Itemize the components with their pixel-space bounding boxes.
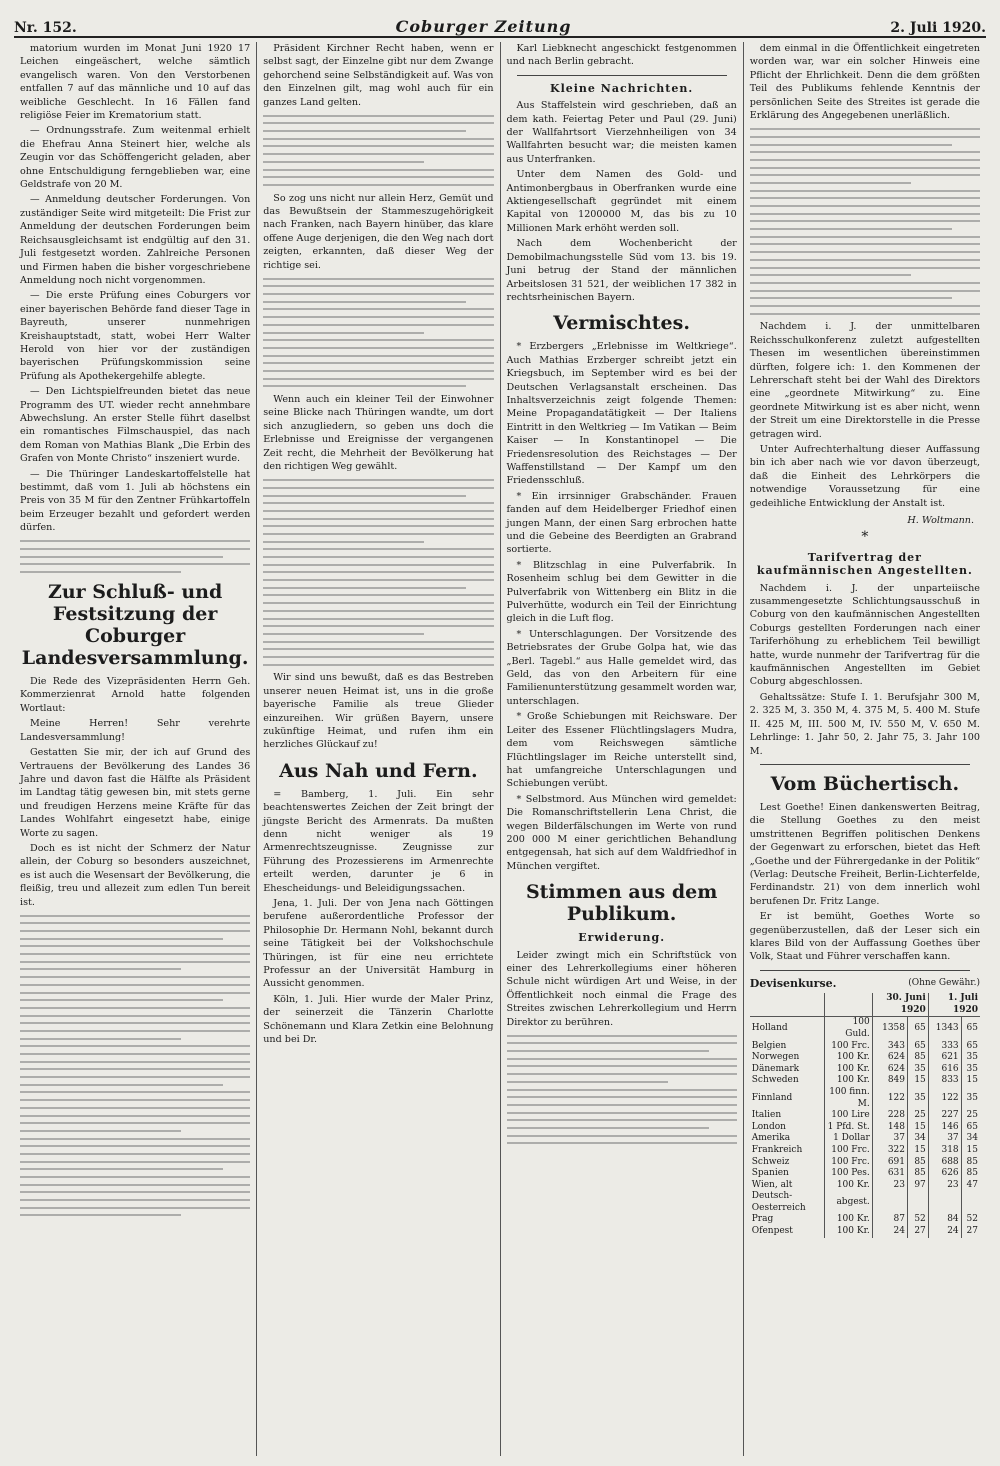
paragraph: Präsident Kirchner Recht haben, wenn er selbst sagt, der Einzelne gibt nur dem Zwange gehorchend seine Selbständigkeit auf. Was von den Einzelnen gilt, mag wohl auch für ein ganzes Land gelten. (263, 43, 494, 108)
paragraph: Meine Herren! Sehr verehrte Landesversammlung! (20, 718, 251, 743)
paragraph: Leider zwingt mich ein Schriftstück von einer des Lehrerkollegiums einer höheren Schule nicht würdigen Art und Weise, in der Öffentlichkeit noch einmal die Frage des Streites zwischen Lehrerkollegium und Herrn Direktor zu berühren. (506, 949, 737, 1028)
paragraph: So zog uns nicht nur allein Herz, Gemüt und das Bewußtsein der Stammeszugehörigkeit nach Franken, nach Bayern hinüber, das klare offene Auge derjenigen, die den Weg nach dort zeigten, erkannten, daß dieser Weg der richtige sei. (263, 192, 494, 271)
table-cell: 85 (961, 1168, 980, 1180)
paragraph: Gehaltssätze: Stufe I. 1. Berufsjahr 300 M, 2. 325 M, 3. 350 M, 4. 375 M, 5. 400 M. Stufe II. 425 M, III. 500 M, IV. 550 M, V. 650 M. Lehrlinge: 1. Jahr 50, 2. Jahr 75, 3. Jahr 100 M. (749, 691, 980, 757)
paragraph: = Bamberg, 1. Juli. Ein sehr beachtenswertes Zeichen der Zeit bringt der jüngste Bericht des Armenrats. Da mußten denn nicht weniger als 19 Armenrechtszeugnisse. Zeugnisse zur Führung des Prozessierens im Armenrechte erteilt werden, darunter je 6 in Ehescheidungs- und Beleidigungssachen. (263, 788, 494, 894)
divider (760, 764, 970, 765)
paragraph: Jena, 1. Juli. Der von Jena nach Göttingen berufene außerordentliche Professor der Philosophie Dr. Hermann Nohl, bekannt durch seine Tätigkeit bei der Volkshochschule Thüringen, ist für eine neu errichtete Professur an der Universität Hamburg in Aussicht genommen. (263, 898, 494, 990)
table-cell: 52 (961, 1214, 980, 1226)
newspaper-title: Coburger Zeitung (395, 17, 572, 36)
table-cell: 15 (961, 1075, 980, 1087)
table-cell: 35 (908, 1064, 929, 1076)
table-cell: 15 (908, 1075, 929, 1087)
table-cell: 25 (961, 1110, 980, 1122)
paragraph: Unter dem Namen des Gold- und Antimonbergbaus in Oberfranken wurde eine Aktiengesellschaft gegründet mit einem Kapital von 1200000 M, das bis zu 10 Millionen Mark erhöht werden soll. (506, 169, 737, 234)
table-cell: 27 (908, 1226, 929, 1238)
table-cell: 122 (872, 1087, 907, 1110)
table-cell: 15 (908, 1145, 929, 1157)
signature: H. Woltmann. (907, 515, 974, 526)
table-cell: 47 (961, 1180, 980, 1192)
paragraph: * Selbstmord. Aus München wird gemeldet: Die Romanschriftstellerin Lena Christ, die wegen Bilderfälschungen im Werte von rund 200 000 M einer gerichtlichen Behandlung entgegensah, hat sich auf dem Waldfriedhof in München vergiftet. (506, 793, 737, 872)
table-cell: 100 Lire (825, 1110, 872, 1122)
table-cell: 23 (872, 1180, 907, 1192)
table-cell: 52 (908, 1214, 929, 1226)
columns (14, 42, 986, 1456)
table-row (750, 1122, 980, 1134)
table-cell: 1343 (928, 1017, 961, 1041)
table-cell: Prag (751, 1214, 774, 1225)
table-cell: 322 (872, 1145, 907, 1157)
table-cell: 100 Frc. (825, 1145, 872, 1157)
table-cell: Wien, alt (751, 1179, 793, 1190)
table-cell: 626 (928, 1168, 961, 1180)
text-filler (263, 278, 493, 388)
paragraph: Wenn auch ein kleiner Teil der Einwohner seine Blicke nach Thüringen wandte, um dort sich anzugliedern, so geben uns doch die Erlebnisse und Ereignisse der vergangenen Zeit recht, die Mehrheit der Bevölkerung hat den richtigen Weg gewählt. (263, 394, 494, 473)
table-cell: 343 (872, 1041, 907, 1053)
table-cell: 25 (908, 1110, 929, 1122)
table-cell (872, 1191, 907, 1214)
table-row (750, 1075, 980, 1087)
text-filler (263, 115, 493, 186)
table-row (750, 1133, 980, 1145)
table-cell: 85 (961, 1157, 980, 1169)
paragraph: * Ein irrsinniger Grabschänder. Frauen fanden auf dem Heidelberger Friedhof einen jungen Mann, der einen Sarg erbrochen hatte und die Gebeine des Beerdigten an Grabrand sortierte. (506, 490, 737, 556)
table-cell: 65 (961, 1017, 980, 1041)
table-cell: 65 (908, 1017, 929, 1041)
table-cell: 100 Kr. (825, 1052, 872, 1064)
paragraph: Lest Goethe! Einen dankenswerten Beitrag, die Stellung Goethes zu den meist umstrittenen Begriffen politischen Denkens der Gegenwart zu erforschen, bietet das Heft „Goethe und der Führergedanke in der Politik“ (Verlag: Deutsche Freiheit, Berlin-Lichterfelde, Ferdinandstr. 21) von dem innerlich wohl berufenen Dr. Fritz Lange. (749, 801, 980, 907)
issue-number: Nr. 152. (14, 20, 77, 36)
column-3 (501, 42, 744, 1456)
paragraph: * Erzbergers „Erlebnisse im Weltkriege“. Auch Mathias Erzberger schreibt jetzt ein Kriegsbuch, im September wird es bei der Deutschen Verlagsanstalt erscheinen. Das Inhaltsverzeichnis zeigt folgende Themen: Meine Propagandatätigkeit — Der Italiens Eintritt in den Weltkrieg — Im Vatikan — Beim Kaiser — In Konstantinopel — Die Friedensresolution des Reichstages — Der Waffenstillstand — Der Kampf um den Friedensschluß. (506, 341, 737, 487)
table-cell: Dänemark (751, 1063, 800, 1074)
paragraph: Nachdem i. J. der unmittelbaren Reichsschulkonferenz zuletzt aufgestellten Thesen im wesentlichen übereinstimmen dürften, folgere ich: 1. den Kommenen der Lehrerschaft steht bei der Wahl des Direktors eine „geordnete Mitwirkung“ zu. Eine geordnete Mitwirkung ist es aber nicht, wenn der Streit um eine Direktorstelle in die Presse getragen wird. (749, 321, 980, 440)
divider (517, 75, 727, 76)
article-headline: Aus Nah und Fern. (279, 759, 478, 782)
table-cell: 35 (961, 1052, 980, 1064)
paragraph: Unter Aufrechterhaltung dieser Auffassung bin ich aber nach wie vor davon überzeugt, daß die Einheit des Lehrkörpers die notwendige Voraussetzung für eine gedeihliche Entwicklung der Anstalt ist. (749, 443, 980, 509)
text-filler (750, 128, 980, 315)
table-cell: 100 Frc. (825, 1041, 872, 1053)
table-cell: 100 Frc. (825, 1157, 872, 1169)
column-4 (744, 42, 986, 1456)
paragraph: Doch es ist nicht der Schmerz der Natur allein, der Coburg so besonders auszeichnet, es ist auch die Wesensart der Bevölkerung, die fleißig, treu und allezeit zum edlen Tun bereit ist. (20, 842, 251, 908)
table-cell: 24 (928, 1226, 961, 1238)
table-row (750, 1052, 980, 1064)
text-filler (20, 915, 250, 1217)
section-headline: Tarifvertrag der kaufmännischen Angestellten. (756, 550, 973, 578)
paragraph: — Anmeldung deutscher Forderungen. Von zuständiger Seite wird mitgeteilt: Die Frist zur Anmeldung der deutschen Forderungen beim Reichsausgleichsamt ist endgültig auf den 31. Juli festgesetzt worden. Zahlreiche Personen und Firmen haben die bisher vorgeschriebene Anmeldung noch nicht vorgenommen. (20, 194, 251, 286)
table-cell: 616 (928, 1064, 961, 1076)
table-cell: 333 (928, 1041, 961, 1053)
section-headline: Kleine Nachrichten. (550, 81, 694, 95)
column-header: 30. Juni 1920 (872, 993, 928, 1017)
table-cell: 65 (908, 1041, 929, 1053)
table-row (750, 1226, 980, 1238)
column-1 (14, 42, 257, 1456)
section-headline: Stimmen aus dem Publikum. (525, 881, 718, 926)
table-cell: Italien (751, 1110, 782, 1121)
table-cell: 100 Pes. (825, 1168, 872, 1180)
paragraph: Karl Liebknecht angeschickt festgenommen und nach Berlin gebracht. (506, 43, 737, 68)
table-cell: 833 (928, 1075, 961, 1087)
table-cell: Frankreich (751, 1144, 803, 1155)
table-cell: 1 Dollar (825, 1133, 872, 1145)
table-cell: 122 (928, 1087, 961, 1110)
separator-star: * (861, 529, 869, 546)
table-row (750, 1110, 980, 1122)
table-cell: London (751, 1121, 786, 1132)
table-cell: 37 (928, 1133, 961, 1145)
divider (760, 970, 970, 971)
paragraph: — Den Lichtspielfreunden bietet das neue Programm des UT. wieder recht annehmbare Abwechslung. An erster Stelle führt daselbst ein romantisches Filmschauspiel, das nach dem Roman von Mathias Blank „Die Erbin des Grafen von Monte Christo“ inszeniert wurde. (20, 386, 251, 465)
table-cell: Norwegen (751, 1052, 800, 1063)
table-cell: Schweiz (751, 1156, 790, 1167)
table-cell: 15 (961, 1145, 980, 1157)
table-cell: 146 (928, 1122, 961, 1134)
table-cell: 87 (872, 1214, 907, 1226)
table-cell: 65 (961, 1122, 980, 1134)
table-cell: Finnland (751, 1092, 793, 1103)
table-cell: 228 (872, 1110, 907, 1122)
paragraph: matorium wurden im Monat Juni 1920 17 Leichen eingeäschert, welche sämtlich evangelisch waren. Von den Verstorbenen entfallen 7 auf das männliche und 10 auf das weibliche Geschlecht. In 16 Fällen fand religiöse Feier im Krematorium statt. (20, 43, 251, 122)
table-cell: 100 Kr. (825, 1226, 872, 1238)
table-row (750, 1041, 980, 1053)
table-cell: 85 (908, 1157, 929, 1169)
text-filler (507, 1035, 737, 1145)
paragraph: — Die Thüringer Landeskartoffelstelle hat bestimmt, daß vom 1. Juli ab höchstens ein Preis von 35 M für den Zentner Frühkartoffeln beim Erzeuger bezahlt und gefordert werden dürfen. (20, 468, 251, 534)
table-cell: 631 (872, 1168, 907, 1180)
table-cell: 35 (961, 1087, 980, 1110)
column-2 (257, 42, 500, 1456)
table-cell: Amerika (751, 1133, 791, 1144)
table-cell: 15 (908, 1122, 929, 1134)
text-filler (263, 479, 493, 666)
paragraph: * Blitzschlag in eine Pulverfabrik. In Rosenheim schlug bei dem Gewitter in die Pulverfabrik von Wittenberg ein Blitz in die Pulverhütte, wodurch ein Teil der Einrichtung gleich in die Luft flog. (506, 559, 737, 625)
paragraph: Wir sind uns bewußt, daß es das Bestreben unserer neuen Heimat ist, uns in die große bayerische Familie als treue Glieder einzureihen. Wir grüßen Bayern, unsere zukünftige Heimat, und rufen ihm ein herzliches Glückauf zu! (263, 672, 494, 751)
table-cell (928, 1191, 961, 1214)
table-cell: 23 (928, 1180, 961, 1192)
text-filler (20, 540, 250, 573)
table-cell: 97 (908, 1180, 929, 1192)
paragraph: * Unterschlagungen. Der Vorsitzende des Betriebsrates der Grube Golpa hat, wie das „Berl. Tagebl.“ aus Halle gemeldet wird, das Geld, das von den Arbeitern für eine Familienunterstützung gesammelt worden war, unterschlagen. (506, 628, 737, 707)
paragraph: Er ist bemüht, Goethes Worte so gegenüberzustellen, daß der Leser sich ein klares Bild von der Auffassung Goethes über Volk, Staat und Führer verschaffen kann. (749, 911, 980, 963)
table-cell: Belgien (751, 1040, 787, 1051)
table-cell: 100 Kr. (825, 1180, 872, 1192)
paragraph: Köln, 1. Juli. Hier wurde der Maler Prinz, der seinerzeit die Tänzerin Charlotte Schönemann und Klara Zetkin eine Belohnung und bei Dr. (263, 993, 494, 1046)
table-row (750, 1214, 980, 1226)
table-cell: 34 (961, 1133, 980, 1145)
table-cell: 688 (928, 1157, 961, 1169)
exchange-rates-header (750, 977, 980, 990)
table-row (750, 1168, 980, 1180)
exchange-rates-title: Devisenkurse. (749, 976, 837, 990)
table-cell: 1 Pfd. St. (825, 1122, 872, 1134)
table-row (750, 1157, 980, 1169)
table-cell: Ofenpest (751, 1226, 793, 1237)
exchange-rates-note: (Ohne Gewähr.) (908, 977, 980, 988)
paragraph: Aus Staffelstein wird geschrieben, daß an dem kath. Feiertag Peter und Paul (29. Juni) der Wallfahrtsort Vierzehnheiligen von 34 Wallfahrten besucht war; die meisten kamen aus Unterfranken. (506, 100, 737, 165)
table-cell: 100 Kr. (825, 1075, 872, 1087)
paragraph: Die Rede des Vizepräsidenten Herrn Geh. Kommerzienrat Arnold hatte folgenden Wortlaut: (20, 676, 251, 714)
table-cell: 624 (872, 1064, 907, 1076)
paragraph: Nach dem Wochenbericht der Demobilmachungsstelle Süd vom 13. bis 19. Juni betrug der Stand der männlichen Arbeitslosen 31 521, der weiblichen 17 382 in rechtsrheinischen Bayern. (506, 238, 737, 303)
table-cell: 65 (961, 1041, 980, 1053)
table-cell: Holland (751, 1023, 788, 1034)
table-cell: Spanien (751, 1168, 789, 1179)
table-cell: 318 (928, 1145, 961, 1157)
table-row (750, 1087, 980, 1110)
table-cell: 100 Kr. (825, 1214, 872, 1226)
table-cell: 27 (961, 1226, 980, 1238)
article-headline: Zur Schluß- und Festsitzung der Coburger Landesversammlung. (21, 581, 249, 670)
table-cell: Schweden (751, 1075, 799, 1086)
table-cell: 148 (872, 1122, 907, 1134)
table-cell: 227 (928, 1110, 961, 1122)
table-cell (908, 1191, 929, 1214)
paragraph: Gestatten Sie mir, der ich auf Grund des Vertrauens der Bevölkerung des Landes 36 Jahre und davon fast die Hälfte als Präsident im Landtag tätig gewesen bin, mit stets gerne und freudigen Herzens meine Kräfte für das Landes Wohlfahrt eingesetzt habe, einige Worte zu sagen. (20, 747, 251, 839)
table-row (750, 1145, 980, 1157)
table-cell: 35 (908, 1087, 929, 1110)
section-headline: Vom Büchertisch. (770, 772, 960, 795)
table-cell: 100 Kr. (825, 1064, 872, 1076)
table-cell: 100 Guld. (825, 1017, 872, 1041)
paragraph: dem einmal in die Öffentlichkeit eingetreten worden war, war ein solcher Hinweis eine Pflicht der Ehrlichkeit. Denn die dem größten Teil des Publikums fehlende Kenntnis der persönlichen Seite des Streites ist gerade die Erklärung des Angegebenen unerläßlich. (749, 43, 980, 122)
masthead (14, 10, 986, 38)
table-cell: 85 (908, 1168, 929, 1180)
table-cell: 691 (872, 1157, 907, 1169)
table-row (750, 1064, 980, 1076)
sub-headline: Erwiderung. (578, 931, 666, 945)
table-cell: 85 (908, 1052, 929, 1064)
table-cell: Deutsch-Oesterreich (751, 1191, 806, 1213)
table-cell: 84 (928, 1214, 961, 1226)
table-cell: 24 (872, 1226, 907, 1238)
table-cell: 624 (872, 1052, 907, 1064)
table-cell: 37 (872, 1133, 907, 1145)
table-row (750, 1017, 980, 1041)
paragraph: Nachdem i. J. der unparteiische zusammengesetzte Schlichtungsausschuß in Coburg von den kaufmännischen Angestellten Coburgs gestellten Forderungen nach einer Tariferhöhung zu erheblichem Teil bewilligt hatte, wurde nunmehr der Tarifvertrag für die kaufmännischen Angestellten im Gebiet Coburg abgeschlossen. (749, 582, 980, 688)
table-cell: 35 (961, 1064, 980, 1076)
table-cell: 100 finn. M. (825, 1087, 872, 1110)
exchange-rates-table (750, 993, 980, 1237)
section-headline: Vermischtes. (553, 312, 690, 335)
table-cell (961, 1191, 980, 1214)
table-cell: abgest. (825, 1191, 872, 1214)
paragraph: — Die erste Prüfung eines Coburgers vor einer bayerischen Behörde fand dieser Tage in Bayreuth, unserer nunmehrigen Kreishauptstadt, statt, wobei Herr Walter Herold von hier vor der zuständigen bayerischen Prüfungskommission seine Prüfung als Apothekergehilfe ablegte. (20, 290, 251, 382)
table-cell: 849 (872, 1075, 907, 1087)
table-cell: 34 (908, 1133, 929, 1145)
column-header: 1. Juli 1920 (928, 993, 980, 1017)
table-cell: 1358 (872, 1017, 907, 1041)
table-row (750, 1180, 980, 1192)
table-cell: 621 (928, 1052, 961, 1064)
paragraph: — Ordnungsstrafe. Zum weitenmal erhielt die Ehefrau Anna Steinert hier, welche als Zeugin vor das Schöffengericht geladen, aber ohne Entschuldigung ferngeblieben war, eine Geldstrafe von 20 M. (20, 125, 251, 191)
paragraph: * Große Schiebungen mit Reichsware. Der Leiter des Essener Flüchtlingslagers Mudra, dem vom Reichswegen sämtliche Flüchtlingslager im Reiche unterstellt sind, hat umfangreiche Unterschlagungen und Schiebungen verübt. (506, 711, 737, 790)
issue-date: 2. Juli 1920. (890, 20, 986, 36)
table-row (750, 1191, 980, 1214)
